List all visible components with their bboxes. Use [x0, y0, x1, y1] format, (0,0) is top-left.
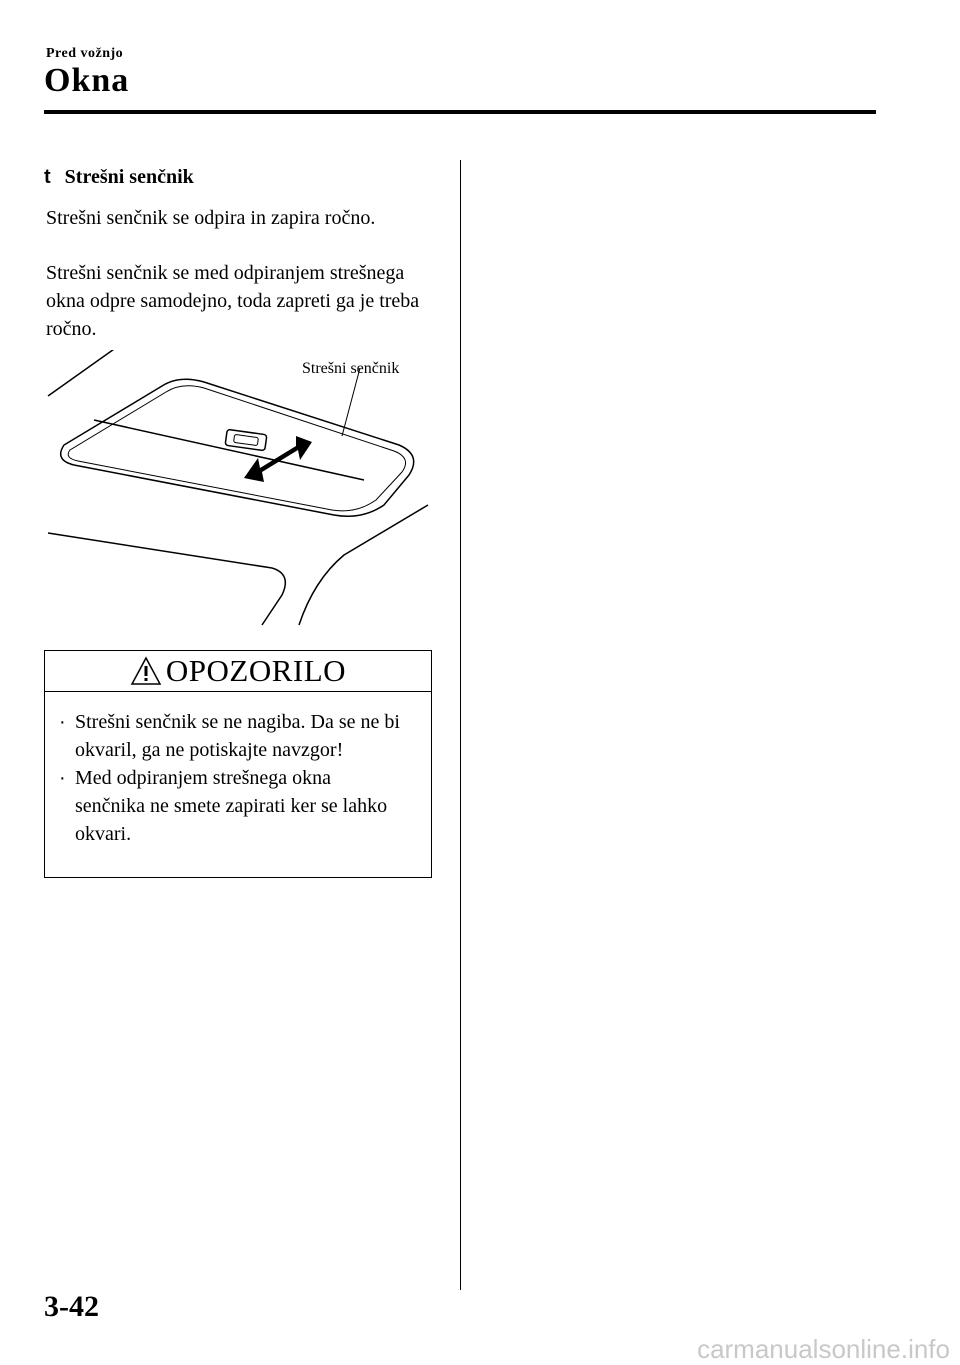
warning-list [45, 692, 431, 848]
page-number: 3-42 [44, 1290, 99, 1323]
paragraph-2: Strešni senčnik se med odpiranjem strešnega okna odpre samodejno, toda zapreti ga je treba ročno. [46, 262, 420, 340]
warning-item [45, 764, 431, 848]
figure-label: Strešni senčnik [302, 360, 400, 377]
bullet-dot-icon: · [59, 767, 66, 789]
warning-title: OPOZORILO [165, 653, 347, 688]
warning-triangle-icon [130, 656, 162, 686]
sunroof-sunshade-illustration [44, 350, 444, 630]
bullet-dot-icon: · [59, 711, 66, 733]
paragraph-1: Strešni senčnik se odpira in zapira ročno. [46, 207, 376, 229]
watermark: carmanualsonline.info [697, 1334, 950, 1364]
subheading-bullet: t [44, 166, 51, 188]
subheading [44, 166, 194, 189]
warning-item-text: Strešni senčnik se ne nagiba. Da se ne bi okvaril, ga ne potiskajte navzgor! [75, 711, 400, 761]
section-title: Okna [44, 62, 130, 99]
chapter-label: Pred vožnjo [46, 46, 124, 61]
warning-item-text: Med odpiranjem strešnega okna senčnika ne smete zapirati ker se lahko okvari. [75, 767, 388, 845]
warning-item [45, 708, 431, 764]
header-rule [44, 110, 876, 114]
subheading-title: Strešni senčnik [64, 166, 194, 188]
warning-header [45, 651, 431, 692]
column-divider [460, 160, 461, 1290]
warning-box [44, 650, 432, 878]
